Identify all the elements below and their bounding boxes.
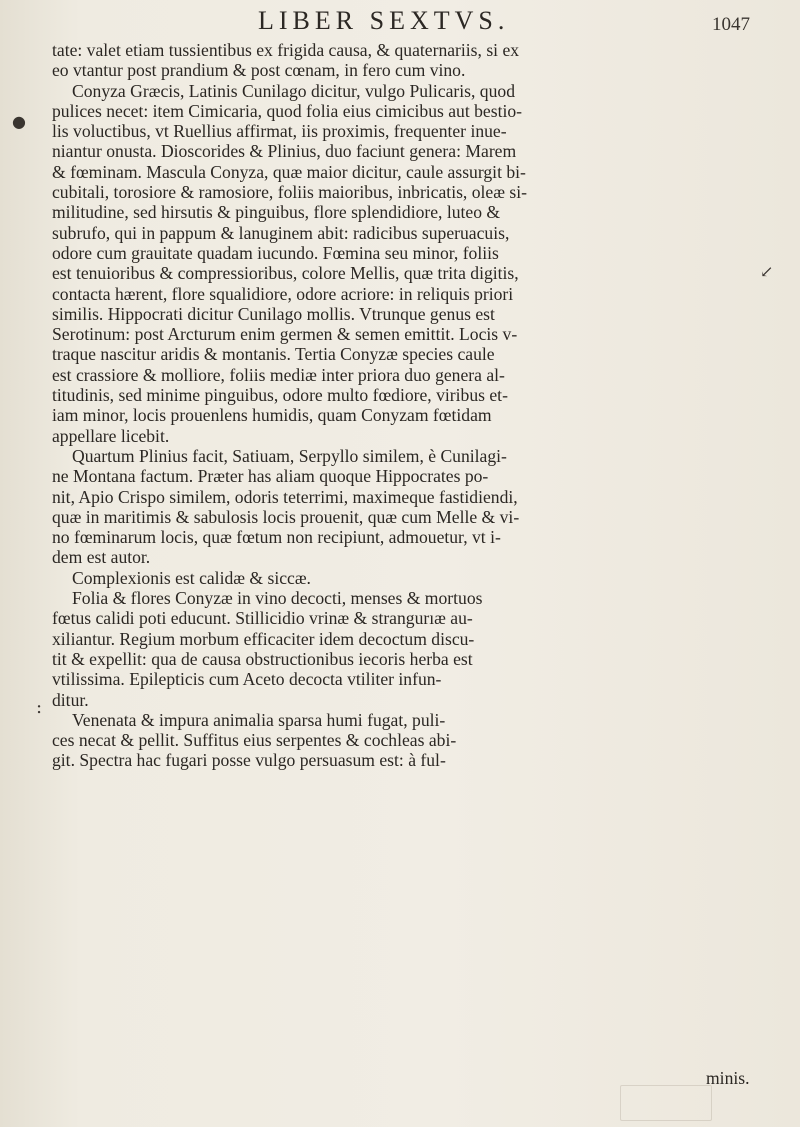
text-line: subrufo, qui in pappum & lanuginem abit: radicibus superuacuis,: [52, 222, 510, 243]
main-text-block: [52, 40, 752, 771]
running-head: [0, 4, 800, 44]
text-line: est crassiore & molliore, foliis mediæ inter priora duo genera al-: [52, 364, 505, 385]
text-line: militudine, sed hirsutis & pinguibus, flore splendidiore, luteo &: [52, 202, 501, 223]
text-line: xiliantur. Regium morbum efficaciter idem decoctum discu-: [52, 628, 475, 649]
text-line: tit & expellit: qua de causa obstructionibus iecoris herba est: [52, 648, 473, 669]
text-line: quæ in maritimis & sabulosis locis prouenit, quæ cum Melle & vi-: [52, 506, 520, 527]
text-line: iam minor, locis prouenlens humidis, quam Conyzam fœtidam: [52, 405, 492, 426]
text-line: appellare licebit.: [52, 425, 170, 446]
text-line: git. Spectra hac fugari posse vulgo persuasum est: à ful-: [52, 750, 446, 771]
margin-colon-mark: :: [36, 697, 43, 718]
text-line: Venenata & impura animalia sparsa humi fugat, puli-: [72, 709, 446, 730]
text-line: & fœminam. Mascula Conyza, quæ maior dicitur, caule assurgit bi-: [52, 161, 526, 182]
text-line: Folia & flores Conyzæ in vino decocti, menses & mortuos: [72, 588, 483, 609]
text-line: vtilissima. Epilepticis cum Aceto decocta vtiliter infun-: [52, 669, 442, 690]
text-line: Quartum Plinius facit, Satiuam, Serpyllo similem, è Cunilagi-: [72, 445, 507, 466]
text-line: odore cum grauitate quadam iucundo. Fœmina seu minor, foliis: [52, 242, 499, 263]
text-line: lis voluctibus, vt Ruellius affirmat, iis proximis, frequenter inue-: [52, 121, 507, 142]
text-line: niantur onusta. Dioscorides & Plinius, duo faciunt genera: Marem: [52, 141, 517, 162]
text-line: Complexionis est calidæ & siccæ.: [72, 567, 311, 588]
margin-bullet-mark: ●: [12, 112, 26, 131]
running-head-title: LIBER SEXTVS.: [258, 6, 510, 35]
text-line: ne Montana factum. Præter has aliam quoque Hippocrates po-: [52, 466, 489, 487]
page-number: 1047: [712, 14, 750, 35]
text-line: eo vtantur post prandium & post cœnam, in fero cum vino.: [52, 60, 466, 81]
text-line: traque nascitur aridis & montanis. Tertia Conyzæ species caule: [52, 344, 495, 365]
text-line: est tenuioribus & compressioribus, colore Mellis, quæ trita digitis,: [52, 263, 519, 284]
text-line: no fœminarum locis, quæ fœtum non recipiunt, admouetur, vt i-: [52, 527, 501, 548]
text-line: Serotinum: post Arcturum enim germen & semen emittit. Locis v-: [52, 324, 518, 345]
text-line: ditur.: [52, 689, 89, 710]
text-line: fœtus calidi poti educunt. Stillicidio vrinæ & strangurıæ au-: [52, 608, 473, 629]
margin-tick-mark: ↙: [760, 262, 774, 281]
text-line: Conyza Græcis, Latinis Cunilago dicitur, vulgo Pulicaris, quod: [72, 80, 515, 101]
paragraph-conyza-description: [52, 40, 752, 446]
text-line: titudinis, sed minime pinguibus, odore multo fœdiore, viribus et-: [52, 385, 508, 406]
paragraph-complexio-vires: [52, 568, 752, 710]
text-line: nit, Apio Crispo similem, odoris teterrimi, maximeque fastidiendi,: [52, 486, 518, 507]
text-line: dem est autor.: [52, 547, 151, 568]
paragraph-quartum-species: [52, 446, 752, 568]
text-line: contacta hærent, flore squalidiore, odore acriore: in reliquis priori: [52, 283, 514, 304]
text-line: tate: valet etiam tussientibus ex frigida causa, & quaternariis, si ex: [52, 40, 520, 60]
text-line: pulices necet: item Cimicaria, quod folia eius cimicibus aut bestio-: [52, 100, 523, 121]
page-edge-shadow: [620, 1085, 712, 1121]
text-line: ces necat & pellit. Suffitus eius serpentes & cochleas abi-: [52, 730, 457, 751]
text-line: similis. Hippocrati dicitur Cunilago mollis. Vtrunque genus est: [52, 303, 495, 324]
text-line: cubitali, torosiore & ramosiore, foliis maioribus, inbricatis, oleæ si-: [52, 182, 527, 203]
catchword: minis.: [706, 1068, 750, 1088]
paragraph-venenata-animalia: [52, 710, 752, 771]
